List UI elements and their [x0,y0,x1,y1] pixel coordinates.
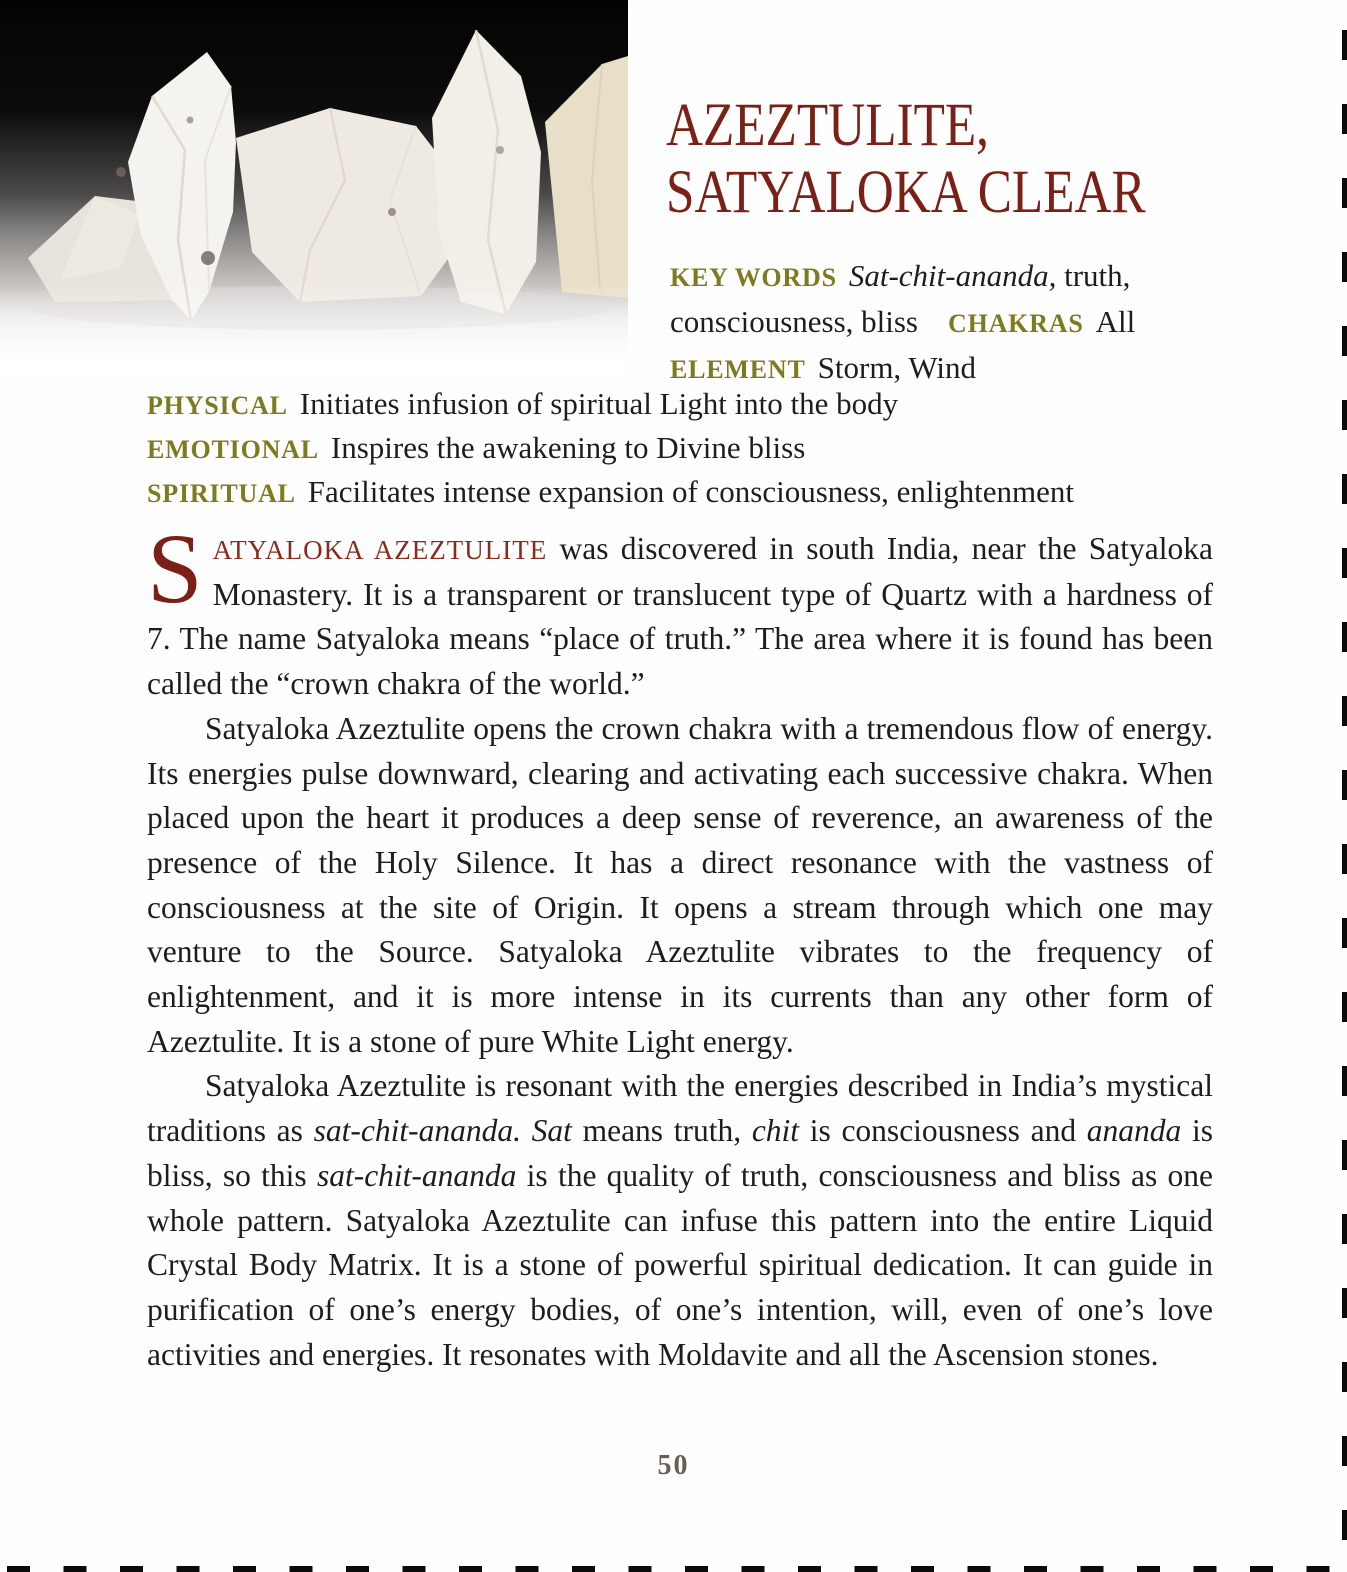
physical-label: PHYSICAL [147,391,288,420]
element-value: Storm, Wind [817,350,977,385]
title-line-2: SATYALOKA CLEAR [666,159,1146,226]
key-words-value: truth, consciousness, bliss [670,258,1131,339]
page-number: 50 [657,1450,690,1481]
chakras-value: All [1095,304,1136,339]
crystal-photo [0,0,628,372]
body-text [147,513,1213,1377]
keywords-block [670,254,1160,392]
paragraph-2: Satyaloka Azeztulite opens the crown chakra with a tremendous flow of energy. Its energies pulse downward, clearing and activating each successive chakra. When placed upon the heart it produces a deep sense of reverence, an awareness of the presence of the Holy Silence. It has a direct resonance with the vastness of consciousness at the site of Origin. It opens a stream through which one may venture to the Source. Satyaloka Azeztulite vibrates to the frequency of enlightenment, and it is more intense in its currents than any other form of Azeztulite. It is a stone of pure White Light energy. [147,710,1213,1059]
emotional-value: Inspires the awakening to Divine bliss [330,430,806,465]
key-words-value-italic: Sat-chit-ananda, [848,258,1057,293]
spiritual-value: Facilitates intense expansion of consciousness, enlightenment [307,474,1075,509]
page-title [666,92,1326,226]
drop-cap: S [147,513,203,624]
spiritual-label: SPIRITUAL [147,479,296,508]
attributes-block [147,383,1237,515]
page-edge-marks-bottom [7,1566,1347,1572]
emotional-label: EMOTIONAL [147,435,319,464]
title-line-1: AZEZTULITE, [666,92,989,159]
crystal-photo-illustration [0,0,628,372]
spiritual-row [147,471,1237,515]
emotional-row [147,427,1237,471]
element-label: ELEMENT [670,355,806,384]
physical-value: Initiates infusion of spiritual Light into the body [299,386,899,421]
paragraph-1-text: ATYALOKA AZEZTULITE was discovered in south India, near the Satyaloka Monastery. It is a transparent or translucent type of Quartz with a hardness of 7. The name Satyaloka means “place of truth.” The area where it is found has been called the “crown chakra of the world.” [147,531,1213,702]
chakras-label: CHAKRAS [948,309,1084,338]
key-words-label: KEY WORDS [670,263,837,292]
paragraph-1 [147,513,1213,707]
paragraph-3: Satyaloka Azeztulite is resonant with the energies described in India’s mystical traditions as sat-chit-ananda. Sat means truth, chit is consciousness and ananda is bliss, so this sat-chit-ananda is the quality of truth, consciousness and bliss as one whole pattern. Satyaloka Azeztulite can infuse this pattern into the entire Liquid Crystal Body Matrix. It is a stone of powerful spiritual dedication. It can guide in purification of one’s energy bodies, of one’s intention, will, even of one’s love activities and energies. It resonates with Moldavite and all the Ascension stones. [147,1068,1213,1372]
page-edge-marks-right [1342,30,1347,1572]
physical-row [147,383,1237,427]
